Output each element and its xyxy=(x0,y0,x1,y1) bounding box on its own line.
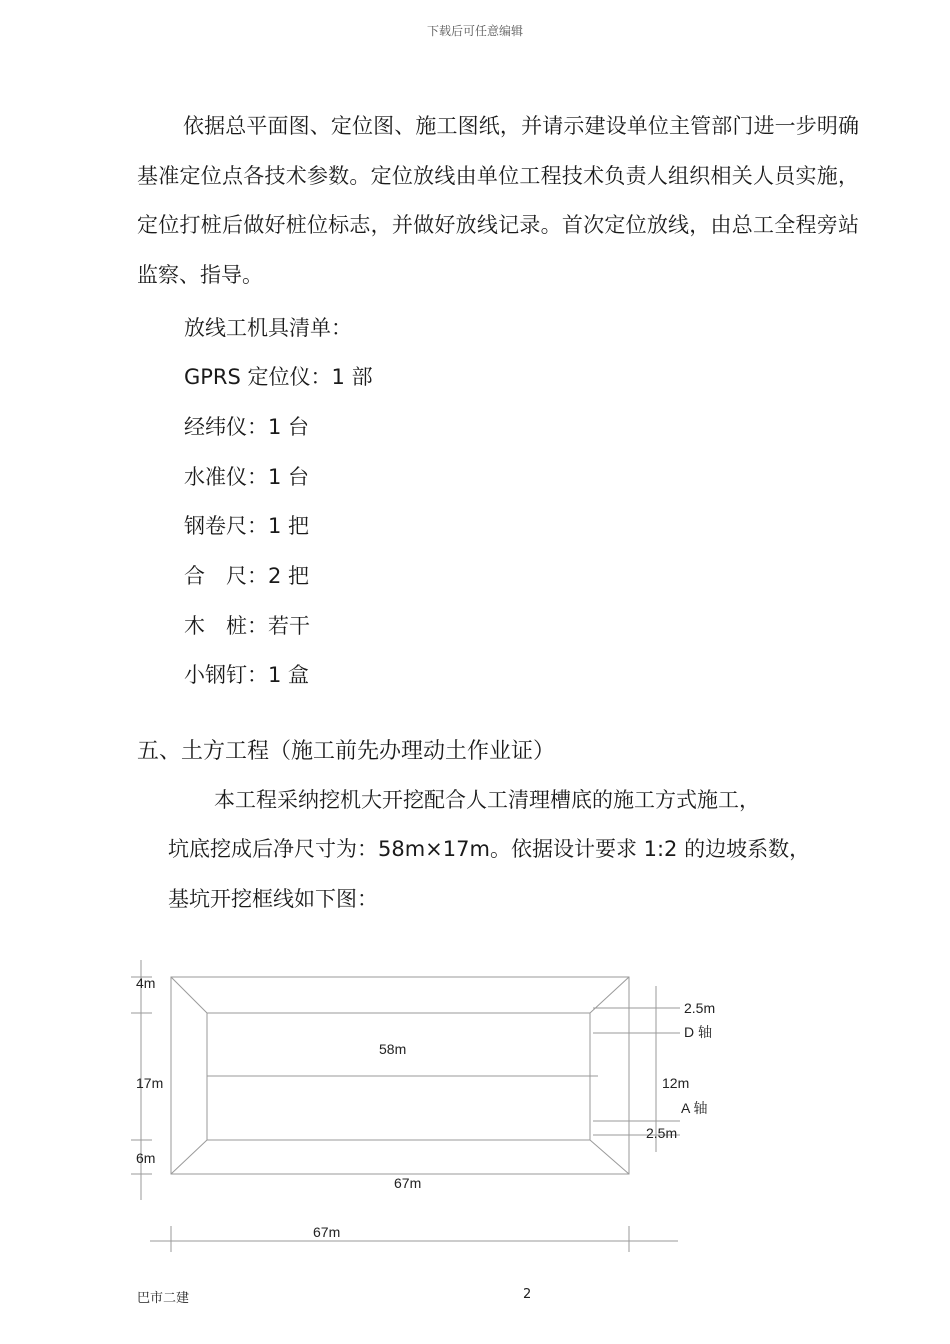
tool-item: 小钢钉：1 盒 xyxy=(184,663,310,687)
corner-diagonal xyxy=(171,1140,207,1174)
excavation-diagram xyxy=(0,950,950,1260)
dim-label: 4m xyxy=(136,975,156,991)
section-text-line: 本工程采纳挖机大开挖配合人工清理槽底的施工方式施工， xyxy=(214,788,760,812)
tool-item: 水准仪：1 台 xyxy=(184,465,310,489)
dim-label: 58m xyxy=(379,1041,407,1057)
dim-label: 2.5m xyxy=(684,1000,716,1016)
axis-label: D 轴 xyxy=(684,1024,712,1040)
corner-diagonal xyxy=(171,977,207,1013)
tool-item: 合 尺：2 把 xyxy=(184,564,310,588)
section-heading: 五、土方工程（施工前先办理动土作业证） xyxy=(137,739,556,764)
tool-item: GPRS 定位仪：1 部 xyxy=(184,365,373,389)
section-text-line: 基坑开挖框线如下图： xyxy=(168,887,378,911)
dim-label: 67m xyxy=(394,1175,422,1191)
dim-label: 67m xyxy=(313,1224,341,1240)
footer-company: 巴市二建 xyxy=(137,1291,190,1306)
tool-item: 钢卷尺：1 把 xyxy=(184,514,310,538)
dim-label: 2.5m xyxy=(646,1125,678,1141)
dim-label: 6m xyxy=(136,1150,156,1166)
axis-label: A 轴 xyxy=(681,1100,708,1116)
page-number: 2 xyxy=(523,1287,532,1302)
paragraph-positioning: 依据总平面图、定位图、施工图纸，并请示建设单位主管部门进一步明确基准定位点各技术参数。定位放线由单位工程技术负责人组织相关人员实施，定位打桩后做好桩位标志，并做好放线记录。首次定位放线，由总工全程旁站监察、指导。 xyxy=(137,114,859,287)
dim-label: 17m xyxy=(136,1075,164,1091)
tools-list-title: 放线工机具清单： xyxy=(184,316,352,340)
dim-label: 12m xyxy=(662,1075,690,1091)
tool-item: 木 桩：若干 xyxy=(184,614,310,638)
page-header-note: 下载后可任意编辑 xyxy=(426,24,523,38)
section-text-line: 坑底挖成后净尺寸为：58m×17m。依据设计要求 1:2 的边坡系数， xyxy=(168,837,811,861)
tool-item: 经纬仪：1 台 xyxy=(184,415,310,439)
corner-diagonal xyxy=(590,1140,629,1174)
